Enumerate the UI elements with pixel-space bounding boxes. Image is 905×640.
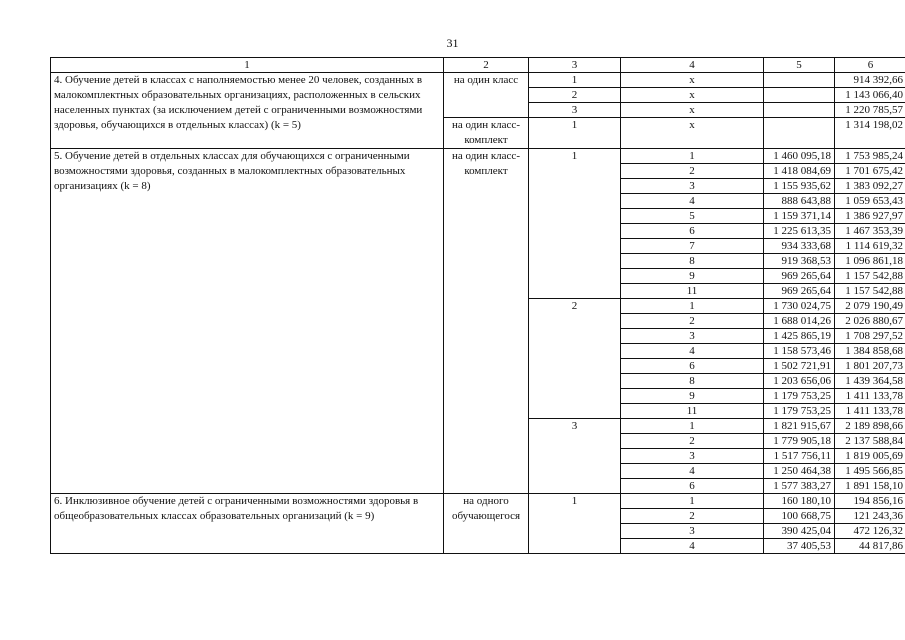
column-6-cell: 1 114 619,32: [835, 239, 905, 254]
column-5-cell: 888 643,88: [764, 194, 835, 209]
column-5-cell: 1 460 095,18: [764, 149, 835, 164]
column-4-cell: 2: [621, 164, 764, 179]
column-5-cell: 1 502 721,91: [764, 359, 835, 374]
column-5-cell: [764, 103, 835, 118]
column-5-cell: 1 577 383,27: [764, 479, 835, 494]
column-6-cell: 1 386 927,97: [835, 209, 905, 224]
column-5-cell: 919 368,53: [764, 254, 835, 269]
column-6-cell: 1 157 542,88: [835, 284, 905, 299]
column-6-cell: 1 891 158,10: [835, 479, 905, 494]
column-4-cell: 4: [621, 464, 764, 479]
column-4-cell: 3: [621, 449, 764, 464]
column-5-cell: 1 517 756,11: [764, 449, 835, 464]
column-5-cell: 1 250 464,38: [764, 464, 835, 479]
column-6-cell: 2 026 880,67: [835, 314, 905, 329]
column-6-cell: 1 157 542,88: [835, 269, 905, 284]
group-number-cell: 1: [529, 149, 621, 299]
unit-cell: на одного обучающегося: [444, 494, 529, 554]
column-6-cell: 1 384 858,68: [835, 344, 905, 359]
column-5-cell: 390 425,04: [764, 524, 835, 539]
unit-cell: на один класс: [444, 73, 529, 118]
column-4-cell: 6: [621, 224, 764, 239]
column-4-cell: 4: [621, 194, 764, 209]
unit-cell: на один класс-комплект: [444, 118, 529, 149]
table-row: [51, 494, 905, 509]
column-6-cell: 1 495 566,85: [835, 464, 905, 479]
header-cell: 5: [764, 58, 835, 73]
column-4-cell: 1: [621, 494, 764, 509]
section-description: 5. Обучение детей в отдельных классах для обучающихся с ограниченными возможностями здоровья, созданных в малокомплектных образовательных организациях (k = 8): [51, 149, 444, 494]
column-5-cell: [764, 88, 835, 103]
column-4-cell: 11: [621, 404, 764, 419]
column-5-cell: 1 158 573,46: [764, 344, 835, 359]
column-6-cell: 1 096 861,18: [835, 254, 905, 269]
group-number-cell: 3: [529, 419, 621, 494]
header-cell: 4: [621, 58, 764, 73]
column-4-cell: 4: [621, 344, 764, 359]
column-5-cell: 1 688 014,26: [764, 314, 835, 329]
column-5-cell: 160 180,10: [764, 494, 835, 509]
column-4-cell: 6: [621, 359, 764, 374]
column-6-cell: 1 314 198,02: [835, 118, 905, 149]
column-5-cell: 1 425 865,19: [764, 329, 835, 344]
table-row: [51, 149, 905, 164]
column-4-cell: 1: [621, 149, 764, 164]
column-6-cell: 1 411 133,78: [835, 404, 905, 419]
header-cell: 1: [51, 58, 444, 73]
column-6-cell: 121 243,36: [835, 509, 905, 524]
header-cell: 2: [444, 58, 529, 73]
column-5-cell: 1 779 905,18: [764, 434, 835, 449]
column-4-cell: 6: [621, 479, 764, 494]
column-4-cell: 3: [621, 329, 764, 344]
unit-cell: на один класс-комплект: [444, 149, 529, 494]
column-6-cell: 472 126,32: [835, 524, 905, 539]
column-4-cell: х: [621, 118, 764, 149]
column-5-cell: 1 179 753,25: [764, 389, 835, 404]
column-5-cell: [764, 118, 835, 149]
column-6-cell: 1 059 653,43: [835, 194, 905, 209]
column-4-cell: 1: [621, 419, 764, 434]
column-5-cell: 969 265,64: [764, 284, 835, 299]
column-5-cell: [764, 73, 835, 88]
column-6-cell: 194 856,16: [835, 494, 905, 509]
column-6-cell: 2 189 898,66: [835, 419, 905, 434]
column-4-cell: 1: [621, 299, 764, 314]
column-6-cell: 914 392,66: [835, 73, 905, 88]
page-number: 31: [446, 36, 459, 50]
column-5-cell: 1 155 935,62: [764, 179, 835, 194]
column-4-cell: х: [621, 88, 764, 103]
column-4-cell: 8: [621, 254, 764, 269]
column-6-cell: 1 708 297,52: [835, 329, 905, 344]
column-4-cell: 2: [621, 314, 764, 329]
group-number-cell: 1: [529, 118, 621, 149]
table-row: [51, 73, 905, 88]
column-5-cell: 100 668,75: [764, 509, 835, 524]
column-6-cell: 1 801 207,73: [835, 359, 905, 374]
group-number-cell: 1: [529, 73, 621, 88]
column-4-cell: 2: [621, 434, 764, 449]
column-5-cell: 969 265,64: [764, 269, 835, 284]
group-number-cell: 2: [529, 88, 621, 103]
column-4-cell: х: [621, 73, 764, 88]
group-number-cell: 3: [529, 103, 621, 118]
column-6-cell: 1 439 364,58: [835, 374, 905, 389]
norms-table: [50, 57, 905, 554]
column-4-cell: 8: [621, 374, 764, 389]
column-6-cell: 44 817,86: [835, 539, 905, 554]
column-5-cell: 1 821 915,67: [764, 419, 835, 434]
column-4-cell: х: [621, 103, 764, 118]
column-6-cell: 1 383 092,27: [835, 179, 905, 194]
column-6-cell: 1 143 066,40: [835, 88, 905, 103]
column-5-cell: 1 418 084,69: [764, 164, 835, 179]
column-6-cell: 2 079 190,49: [835, 299, 905, 314]
column-5-cell: 1 225 613,35: [764, 224, 835, 239]
header-cell: 3: [529, 58, 621, 73]
column-5-cell: 1 179 753,25: [764, 404, 835, 419]
column-6-cell: 1 701 675,42: [835, 164, 905, 179]
column-6-cell: 2 137 588,84: [835, 434, 905, 449]
column-6-cell: 1 467 353,39: [835, 224, 905, 239]
column-5-cell: 1 159 371,14: [764, 209, 835, 224]
column-4-cell: 4: [621, 539, 764, 554]
column-4-cell: 9: [621, 389, 764, 404]
column-5-cell: 37 405,53: [764, 539, 835, 554]
column-6-cell: 1 220 785,57: [835, 103, 905, 118]
column-6-cell: 1 819 005,69: [835, 449, 905, 464]
group-number-cell: 1: [529, 494, 621, 554]
column-4-cell: 5: [621, 209, 764, 224]
column-5-cell: 1 730 024,75: [764, 299, 835, 314]
column-6-cell: 1 753 985,24: [835, 149, 905, 164]
header-cell: 6: [835, 58, 905, 73]
column-4-cell: 3: [621, 179, 764, 194]
column-4-cell: 11: [621, 284, 764, 299]
section-description: 4. Обучение детей в классах с наполняемостью менее 20 человек, созданных в малокомплектных образовательных организациях, расположенных в сельских населенных пунктах (за исключением детей с ограниченными возможностями здоровья, обучающихся в отдельных классах) (k = 5): [51, 73, 444, 149]
column-6-cell: 1 411 133,78: [835, 389, 905, 404]
column-4-cell: 2: [621, 509, 764, 524]
column-4-cell: 7: [621, 239, 764, 254]
table-body: [51, 58, 905, 554]
column-4-cell: 9: [621, 269, 764, 284]
column-4-cell: 3: [621, 524, 764, 539]
section-description: 6. Инклюзивное обучение детей с ограниченными возможностями здоровья в общеобразовательных классах образовательных организаций (k = 9): [51, 494, 444, 554]
column-5-cell: 934 333,68: [764, 239, 835, 254]
header-row: [51, 58, 905, 73]
column-5-cell: 1 203 656,06: [764, 374, 835, 389]
group-number-cell: 2: [529, 299, 621, 419]
